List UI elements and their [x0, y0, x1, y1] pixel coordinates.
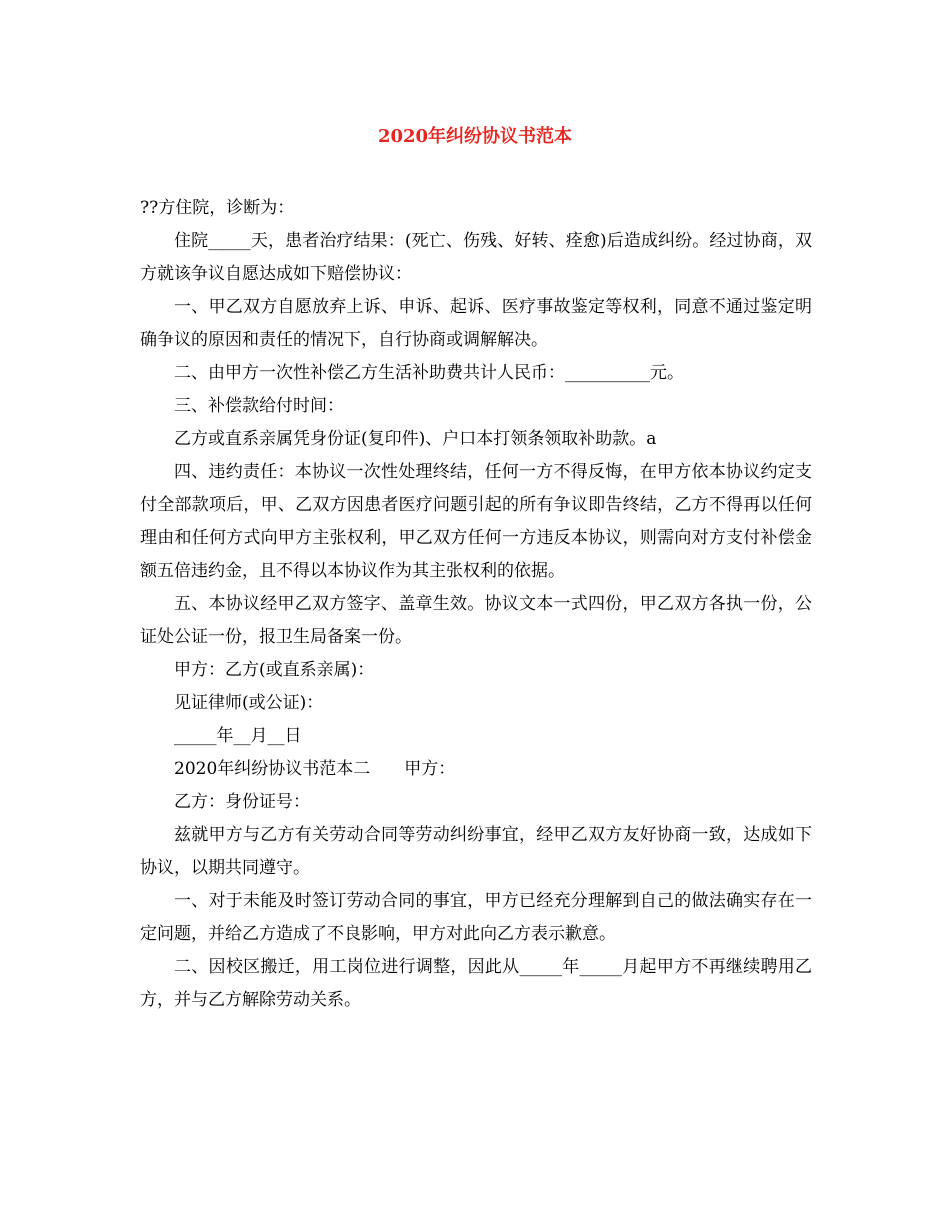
- paragraph-claim-docs: 乙方或直系亲属凭身份证(复印件)、户口本打领条领取补助款。a: [174, 429, 657, 449]
- paragraph-labor-clause-2: 二、因校区搬迁，用工岗位进行调整，因此从_____年_____月起甲方不再继续聘用乙方，并与乙方解除劳动关系。: [140, 957, 812, 1010]
- paragraph-clause-2: 二、由甲方一次性补偿乙方生活补助费共计人民币：__________元。: [174, 363, 684, 383]
- document-body: [140, 192, 812, 1017]
- paragraph-diagnosis: ??方住院，诊断为：: [140, 198, 295, 218]
- document-title: 2020年纠纷协议书范本: [377, 126, 573, 147]
- paragraph-labor-clause-1: 一、对于未能及时签订劳动合同的事宜，甲方已经充分理解到自己的做法确实存在一定问题，并给乙方造成了不良影响，甲方对此向乙方表示歉意。: [140, 891, 812, 944]
- paragraph-hospital-stay: 住院_____天，患者治疗结果：(死亡、伤残、好转、痊愈)后造成纠纷。经过协商，双方就该争议自愿达成如下赔偿协议：: [140, 231, 812, 284]
- paragraph-date: _____年__月__日: [174, 726, 302, 746]
- paragraph-clause-4: 四、违约责任：本协议一次性处理终结，任何一方不得反悔，在甲方依本协议约定支付全部款项后，甲、乙双方因患者医疗问题引起的所有争议即告终结，乙方不得再以任何理由和任何方式向甲方主张权利，甲乙双方任何一方违反本协议，则需向对方支付补偿金额五倍违约金，且不得以本协议作为其主张权利的依据。: [140, 462, 812, 581]
- paragraph-clause-1: 一、甲乙双方自愿放弃上诉、申诉、起诉、医疗事故鉴定等权利，同意不通过鉴定明确争议的原因和责任的情况下，自行协商或调解解决。: [140, 297, 812, 350]
- paragraph-clause-5: 五、本协议经甲乙双方签字、盖章生效。协议文本一式四份，甲乙双方各执一份，公证处公证一份，报卫生局备案一份。: [140, 594, 812, 647]
- paragraph-clause-3: 三、补偿款给付时间：: [174, 396, 344, 416]
- paragraph-signatures: 甲方：乙方(或直系亲属)：: [174, 660, 375, 680]
- paragraph-witness: 见证律师(或公证)：: [174, 693, 324, 713]
- paragraph-template-2-header: 2020年纠纷协议书范本二 甲方：: [174, 759, 456, 779]
- paragraph-preamble: 兹就甲方与乙方有关劳动合同等劳动纠纷事宜，经甲乙双方友好协商一致，达成如下协议，以期共同遵守。: [140, 825, 812, 878]
- paragraph-party-b-id: 乙方：身份证号：: [174, 792, 310, 812]
